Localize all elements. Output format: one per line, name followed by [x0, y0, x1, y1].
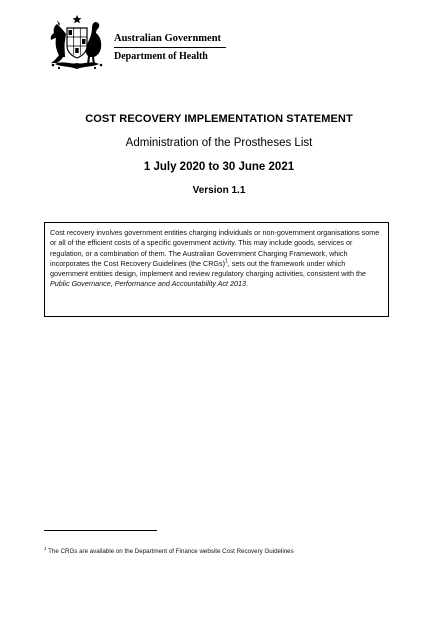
document-subtitle: Administration of the Prostheses List	[125, 137, 313, 149]
act-name: Public Governance, Performance and Accountability Act 2013	[50, 279, 247, 289]
intro-text-cont: , sets out the framework under which government entities design, implement and review regulatory charging activities, consistent with the	[50, 258, 367, 279]
reporting-period: 1 July 2020 to 30 June 2021	[143, 161, 295, 173]
intro-text: Cost recovery involves government entities charging individuals or non-government organisations some or all of the efficient costs of a specific government activity. This may include goods, services or regulation, or a combination of them. The Australian Government Charging Framework, which incorporates the Cost Recovery Guidelines (the CRGs)	[50, 228, 380, 268]
document-title: COST RECOVERY IMPLEMENTATION STATEMENT	[85, 113, 353, 125]
footnote	[44, 545, 294, 556]
intro-text-end: .	[246, 279, 249, 289]
document-version: Version 1.1	[192, 185, 246, 196]
government-wordmark	[114, 33, 226, 63]
department-name: Department of Health	[114, 51, 208, 62]
footnote-text: The CRGs are available on the Department of Finance website Cost Recovery Guidelines	[46, 548, 294, 555]
footnote-reference[interactable]: 1	[224, 258, 228, 265]
coat-of-arms-icon	[45, 14, 109, 72]
government-name: Australian Government	[114, 33, 226, 48]
footnote-divider	[44, 530, 157, 531]
footnote-marker: 1	[44, 545, 47, 551]
intro-box	[44, 222, 389, 317]
